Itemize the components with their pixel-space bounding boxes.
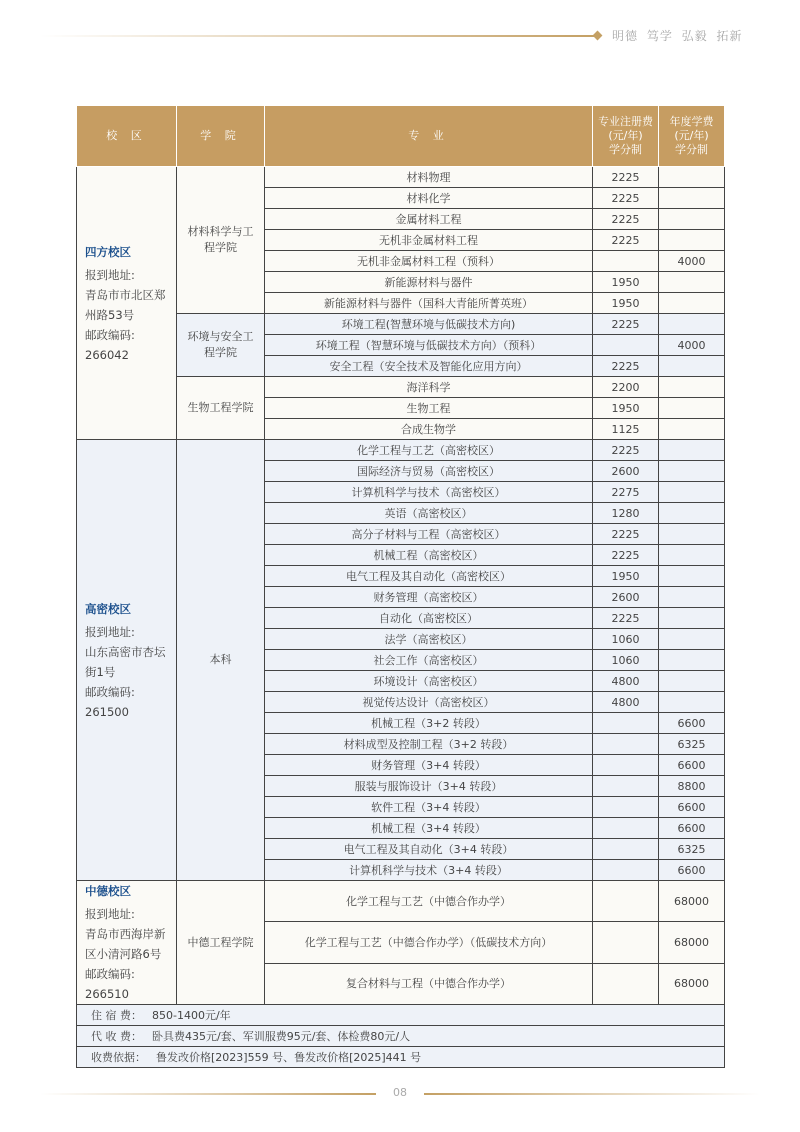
- registration-fee-cell: 1950: [593, 272, 659, 293]
- tuition-fee-cell: 6325: [659, 734, 725, 755]
- tuition-fee-cell: [659, 566, 725, 587]
- fee-note-row: [77, 1047, 725, 1068]
- tuition-fee-cell: 6600: [659, 860, 725, 881]
- major-cell: 计算机科学与技术（高密校区）: [265, 482, 593, 503]
- major-cell: 环境工程（智慧环境与低碳技术方向）（预科）: [265, 335, 593, 356]
- column-header-line: 学 院: [200, 129, 241, 142]
- fee-note-cell: [77, 1026, 725, 1047]
- registration-fee-cell: 2225: [593, 230, 659, 251]
- postcode-label: 邮政编码:: [85, 684, 135, 699]
- fee-note-value: 850-1400元/年: [152, 1008, 231, 1022]
- registration-fee-cell: 2225: [593, 356, 659, 377]
- registration-fee-cell: 2225: [593, 188, 659, 209]
- registration-fee-cell: 1125: [593, 419, 659, 440]
- registration-fee-cell: 1060: [593, 629, 659, 650]
- fee-note-value: 卧具费435元/套、军训服费95元/套、体检费80元/人: [152, 1029, 411, 1043]
- column-header-line: 年度学费: [669, 115, 714, 128]
- major-cell: 合成生物学: [265, 419, 593, 440]
- column-header-line: 专 业: [408, 129, 449, 142]
- fee-note-row: [77, 1026, 725, 1047]
- registration-fee-cell: [593, 963, 659, 1004]
- column-header: [593, 106, 659, 167]
- major-cell: 法学（高密校区）: [265, 629, 593, 650]
- tuition-fee-cell: [659, 188, 725, 209]
- page-number: 08: [393, 1086, 407, 1099]
- column-header-line: (元/年): [608, 129, 643, 142]
- major-cell: 视觉传达设计（高密校区）: [265, 692, 593, 713]
- tuition-fee-cell: [659, 545, 725, 566]
- tuition-fee-cell: [659, 629, 725, 650]
- major-cell: 高分子材料与工程（高密校区）: [265, 524, 593, 545]
- postcode-text: 261500: [85, 704, 129, 719]
- table-header-row: [77, 106, 725, 167]
- tuition-fee-cell: 6600: [659, 755, 725, 776]
- fee-note-row: [77, 1005, 725, 1026]
- major-cell: 无机非金属材料工程: [265, 230, 593, 251]
- registration-fee-cell: 1280: [593, 503, 659, 524]
- column-header-line: 专业注册费: [598, 115, 653, 128]
- tuition-fee-cell: 8800: [659, 776, 725, 797]
- tuition-fee-cell: [659, 692, 725, 713]
- table-row: [77, 167, 725, 188]
- major-cell: 生物工程: [265, 398, 593, 419]
- major-cell: 环境工程(智慧环境与低碳技术方向): [265, 314, 593, 335]
- fee-note-label: 代 收 费：: [91, 1029, 142, 1043]
- tuition-fee-cell: [659, 671, 725, 692]
- major-cell: 化学工程与工艺（中德合作办学）: [265, 881, 593, 922]
- registration-fee-cell: 2600: [593, 587, 659, 608]
- registration-fee-cell: 1950: [593, 293, 659, 314]
- major-cell: 机械工程（3+2 转段）: [265, 713, 593, 734]
- diamond-icon: [593, 31, 603, 41]
- major-cell: 英语（高密校区）: [265, 503, 593, 524]
- major-cell: 材料物理: [265, 167, 593, 188]
- tuition-fee-cell: [659, 230, 725, 251]
- registration-fee-cell: [593, 797, 659, 818]
- major-cell: 安全工程（安全技术及智能化应用方向）: [265, 356, 593, 377]
- tuition-fee-cell: 6600: [659, 818, 725, 839]
- column-header-line: 学分制: [609, 143, 642, 156]
- tuition-fee-cell: [659, 461, 725, 482]
- fee-note-cell: [77, 1047, 725, 1068]
- postcode-label: 邮政编码:: [85, 967, 135, 981]
- tuition-fee-cell: [659, 650, 725, 671]
- registration-fee-cell: 4800: [593, 692, 659, 713]
- registration-fee-cell: [593, 776, 659, 797]
- tuition-fee-cell: [659, 608, 725, 629]
- registration-fee-cell: [593, 755, 659, 776]
- tuition-fee-cell: [659, 503, 725, 524]
- major-cell: 海洋科学: [265, 377, 593, 398]
- fee-note-value: 鲁发改价格[2023]559 号、鲁发改价格[2025]441 号: [156, 1050, 422, 1064]
- column-header-line: (元/年): [674, 129, 709, 142]
- major-cell: 材料成型及控制工程（3+2 转段）: [265, 734, 593, 755]
- registration-fee-cell: 2225: [593, 167, 659, 188]
- major-cell: 环境设计（高密校区）: [265, 671, 593, 692]
- registration-fee-cell: [593, 335, 659, 356]
- major-cell: 机械工程（高密校区）: [265, 545, 593, 566]
- registration-fee-cell: [593, 881, 659, 922]
- header-decor-line: [40, 35, 596, 37]
- major-cell: 软件工程（3+4 转段）: [265, 797, 593, 818]
- major-cell: 复合材料与工程（中德合作办学）: [265, 963, 593, 1004]
- tuition-fee-cell: [659, 398, 725, 419]
- registration-fee-cell: [593, 734, 659, 755]
- tuition-fee-cell: 68000: [659, 881, 725, 922]
- registration-fee-cell: 2275: [593, 482, 659, 503]
- table-row: [77, 440, 725, 461]
- major-cell: 服装与服饰设计（3+4 转段）: [265, 776, 593, 797]
- tuition-fee-cell: [659, 293, 725, 314]
- fee-note-label: 住 宿 费：: [91, 1008, 142, 1022]
- column-header-line: 学分制: [675, 143, 708, 156]
- tuition-fee-cell: 6600: [659, 797, 725, 818]
- tuition-fee-cell: [659, 314, 725, 335]
- registration-fee-cell: 2225: [593, 209, 659, 230]
- registration-fee-cell: 4800: [593, 671, 659, 692]
- tuition-fee-cell: [659, 209, 725, 230]
- tuition-fee-cell: 68000: [659, 922, 725, 963]
- major-cell: 电气工程及其自动化（3+4 转段）: [265, 839, 593, 860]
- major-cell: 财务管理（3+4 转段）: [265, 755, 593, 776]
- column-header: [77, 106, 177, 167]
- college-cell: 环境与安全工程学院: [177, 314, 265, 377]
- tuition-fee-cell: [659, 440, 725, 461]
- registration-fee-cell: [593, 839, 659, 860]
- registration-fee-cell: [593, 713, 659, 734]
- registration-fee-cell: 1060: [593, 650, 659, 671]
- address-text: 青岛市西海岸新区小清河路6号: [85, 927, 166, 961]
- major-cell: 电气工程及其自动化（高密校区）: [265, 566, 593, 587]
- registration-fee-cell: [593, 860, 659, 881]
- tuition-fee-cell: [659, 419, 725, 440]
- postcode-text: 266510: [85, 987, 129, 1001]
- registration-fee-cell: 1950: [593, 566, 659, 587]
- major-cell: 无机非金属材料工程（预科）: [265, 251, 593, 272]
- major-cell: 金属材料工程: [265, 209, 593, 230]
- tuition-fee-cell: 68000: [659, 963, 725, 1004]
- column-header: [265, 106, 593, 167]
- college-cell: 本科: [177, 440, 265, 881]
- school-motto: 明德 笃学 弘毅 拓新: [612, 29, 743, 43]
- major-cell: 社会工作（高密校区）: [265, 650, 593, 671]
- tuition-fee-cell: [659, 587, 725, 608]
- campus-name: 四方校区: [85, 244, 131, 259]
- college-cell: 生物工程学院: [177, 377, 265, 440]
- campus-cell: [77, 167, 177, 440]
- tuition-fee-cell: 4000: [659, 335, 725, 356]
- fee-table: [76, 106, 725, 1068]
- fee-note-label: 收费依据：: [91, 1050, 146, 1064]
- registration-fee-cell: [593, 251, 659, 272]
- registration-fee-cell: 1950: [593, 398, 659, 419]
- major-cell: 机械工程（3+4 转段）: [265, 818, 593, 839]
- address-label: 报到地址:: [85, 267, 135, 282]
- major-cell: 新能源材料与器件: [265, 272, 593, 293]
- tuition-fee-cell: [659, 482, 725, 503]
- tuition-fee-cell: [659, 272, 725, 293]
- registration-fee-cell: 2225: [593, 545, 659, 566]
- major-cell: 计算机科学与技术（3+4 转段）: [265, 860, 593, 881]
- college-cell: 材料科学与工程学院: [177, 167, 265, 314]
- major-cell: 国际经济与贸易（高密校区）: [265, 461, 593, 482]
- tuition-fee-cell: [659, 167, 725, 188]
- tuition-fee-cell: [659, 377, 725, 398]
- tuition-fee-cell: 6325: [659, 839, 725, 860]
- registration-fee-cell: 2225: [593, 608, 659, 629]
- registration-fee-cell: 2225: [593, 524, 659, 545]
- address-label: 报到地址:: [85, 624, 135, 639]
- registration-fee-cell: 2225: [593, 314, 659, 335]
- major-cell: 自动化（高密校区）: [265, 608, 593, 629]
- column-header: [177, 106, 265, 167]
- major-cell: 新能源材料与器件（国科大青能所菁英班）: [265, 293, 593, 314]
- campus-name: 中德校区: [85, 884, 131, 898]
- major-cell: 化学工程与工艺（中德合作办学）（低碳技术方向）: [265, 922, 593, 963]
- campus-cell: [77, 440, 177, 881]
- postcode-text: 266042: [85, 347, 129, 362]
- registration-fee-cell: [593, 922, 659, 963]
- registration-fee-cell: 2200: [593, 377, 659, 398]
- postcode-label: 邮政编码:: [85, 327, 135, 342]
- fee-note-cell: [77, 1005, 725, 1026]
- tuition-fee-cell: [659, 524, 725, 545]
- college-cell: 中德工程学院: [177, 881, 265, 1005]
- registration-fee-cell: 2600: [593, 461, 659, 482]
- campus-cell: [77, 881, 177, 1005]
- address-label: 报到地址:: [85, 907, 135, 921]
- major-cell: 财务管理（高密校区）: [265, 587, 593, 608]
- column-header-line: 校 区: [106, 129, 147, 142]
- major-cell: 材料化学: [265, 188, 593, 209]
- registration-fee-cell: 2225: [593, 440, 659, 461]
- registration-fee-cell: [593, 818, 659, 839]
- tuition-fee-cell: 4000: [659, 251, 725, 272]
- major-cell: 化学工程与工艺（高密校区）: [265, 440, 593, 461]
- campus-name: 高密校区: [85, 601, 131, 616]
- table-row: [77, 881, 725, 922]
- tuition-fee-cell: [659, 356, 725, 377]
- tuition-fee-cell: 6600: [659, 713, 725, 734]
- address-text: 青岛市市北区郑州路53号: [85, 287, 166, 322]
- address-text: 山东高密市杏坛街1号: [85, 644, 166, 679]
- column-header: [659, 106, 725, 167]
